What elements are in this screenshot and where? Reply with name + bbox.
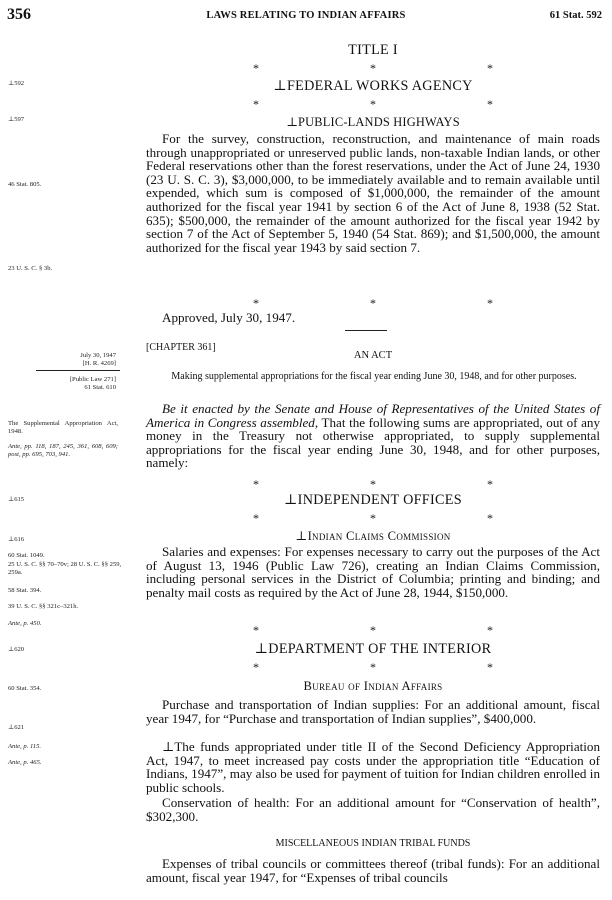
- section-stars: * * *: [253, 61, 493, 75]
- margin-citation: 61 Stat. 610: [84, 384, 116, 391]
- margin-rule: [36, 370, 120, 371]
- paragraph-purchase-transportation: Purchase and transportation of Indian supplies: For an additional amount, fiscal year 1947, for “Purchase and transportation of Indian supplies”, $400,000.: [146, 697, 600, 726]
- agency-heading: ⊥INDEPENDENT OFFICES: [284, 492, 462, 508]
- margin-public-law: [Public Law 271]: [69, 376, 116, 383]
- margin-page-marker: ⊥620: [8, 646, 25, 653]
- agency-heading: ⊥FEDERAL WORKS AGENCY: [273, 78, 473, 94]
- section-stars: * * *: [253, 97, 493, 111]
- margin-page-marker: ⊥621: [8, 724, 25, 731]
- page-number: 356: [7, 6, 31, 23]
- margin-page-marker: ⊥597: [8, 116, 25, 123]
- margin-citation: 60 Stat. 354.: [8, 685, 42, 692]
- margin-bill-number: [H. R. 4269]: [82, 360, 116, 367]
- title-heading: TITLE I: [348, 42, 398, 58]
- running-head: LAWS RELATING TO INDIAN AFFAIRS: [206, 10, 406, 21]
- bureau-heading: Bureau of Indian Affairs: [303, 679, 443, 693]
- statute-reference: 61 Stat. 592: [549, 10, 602, 21]
- margin-citation: 60 Stat. 1049.: [8, 552, 45, 559]
- paragraph-indian-claims: Salaries and expenses: For expenses necessary to carry out the purposes of the Act of August 13, 1946 (Public Law 726), creating an Indian Claims Commission, including personal services in the District of Columbia; printing and binding; and penalty mail costs as required by the Act of June 28, 1944, $150,000.: [146, 544, 600, 600]
- margin-citation: Ante, p. 465.: [8, 759, 42, 766]
- margin-citation: Ante, pp. 118, 187, 245, 361, 608, 609; post, pp. 695, 703, 941.: [8, 443, 118, 458]
- margin-page-marker: ⊥592: [8, 80, 25, 87]
- subsection-heading: ⊥Indian Claims Commission: [295, 529, 451, 543]
- margin-citation: Ante, p. 115.: [8, 743, 42, 750]
- section-stars: * * *: [253, 296, 493, 310]
- margin-citation: 25 U. S. C. §§ 70–70v; 28 U. S. C. §§ 259, 259a.: [8, 561, 122, 576]
- section-stars: * * *: [253, 623, 493, 637]
- margin-citation: 46 Stat. 805.: [8, 181, 42, 188]
- chapter-number: [CHAPTER 361]: [146, 342, 216, 353]
- enacting-clause-text: That the following sums are appropriated, out of any money in the Treasury not otherwise appropriated, to supply supplemental appropriations for the fiscal year ending June 30, 1948, and for other purposes, namely:: [146, 414, 600, 471]
- enacting-clause: [146, 402, 600, 470]
- margin-citation: 39 U. S. C. §§ 321c–321h.: [8, 603, 79, 610]
- department-heading: ⊥DEPARTMENT OF THE INTERIOR: [254, 641, 492, 657]
- paragraph-public-lands-highways: For the survey, construction, reconstruction, and maintenance of main roads through unappropriated or unreserved public lands, non-taxable Indian lands, or other Federal reservations other than the forest reservations, under the Act of June 24, 1930 (23 U. S. C. 3), $3,000,000, to be immediately available and to remain available until expended, which sum is composed of $1,000,000, the remainder of the amount authorized for the fiscal year 1941 by section 6 of the Act of June 8, 1938 (52 Stat. 635); $500,000, the remainder of the amount authorized for the fiscal year 1942 by section 7 of the Act of September 5, 1940 (54 Stat. 869); and $1,500,000, the amount authorized for the fiscal year 1943 by said section 7.: [146, 131, 600, 255]
- approval-line: Approved, July 30, 1947.: [162, 310, 296, 325]
- act-heading: AN ACT: [353, 350, 393, 361]
- margin-citation: 23 U. S. C. § 3b.: [8, 265, 53, 272]
- section-stars: * * *: [253, 477, 493, 491]
- margin-page-marker: ⊥615: [8, 496, 25, 503]
- section-stars: * * *: [253, 660, 493, 674]
- margin-act-name: The Supplemental Appropriation Act, 1948.: [8, 420, 118, 435]
- subsection-heading: ⊥PUBLIC-LANDS HIGHWAYS: [286, 115, 460, 129]
- enacting-clause-italic: Be it enacted by the Senate and House of Representatives of the United States of America in Congress assembled,: [146, 401, 600, 430]
- margin-citation: 58 Stat. 394.: [8, 587, 42, 594]
- section-rule: [345, 330, 387, 331]
- act-purpose: Making supplemental appropriations for the fiscal year ending June 30, 1948, and for other purposes.: [171, 371, 577, 382]
- misc-heading: MISCELLANEOUS INDIAN TRIBAL FUNDS: [275, 838, 471, 849]
- paragraph-education-funds: ⊥The funds appropriated under title II of the Second Deficiency Appropriation Act, 1947, to meet increased pay costs under the appropriation title “Education of Indians, 1947”, may also be used for payment of tuition for Indian children enrolled in public schools.: [146, 739, 600, 795]
- margin-page-marker: ⊥616: [8, 536, 25, 543]
- section-stars: * * *: [253, 511, 493, 525]
- paragraph-conservation-health: Conservation of health: For an additional amount for “Conservation of health”, $302,300.: [146, 795, 600, 824]
- paragraph-tribal-councils: Expenses of tribal councils or committees thereof (tribal funds): For an additional amount, fiscal year 1947, for “Expenses of tribal councils: [146, 856, 600, 885]
- margin-citation: Ante, p. 450.: [8, 620, 42, 627]
- margin-date: July 30, 1947: [80, 352, 116, 359]
